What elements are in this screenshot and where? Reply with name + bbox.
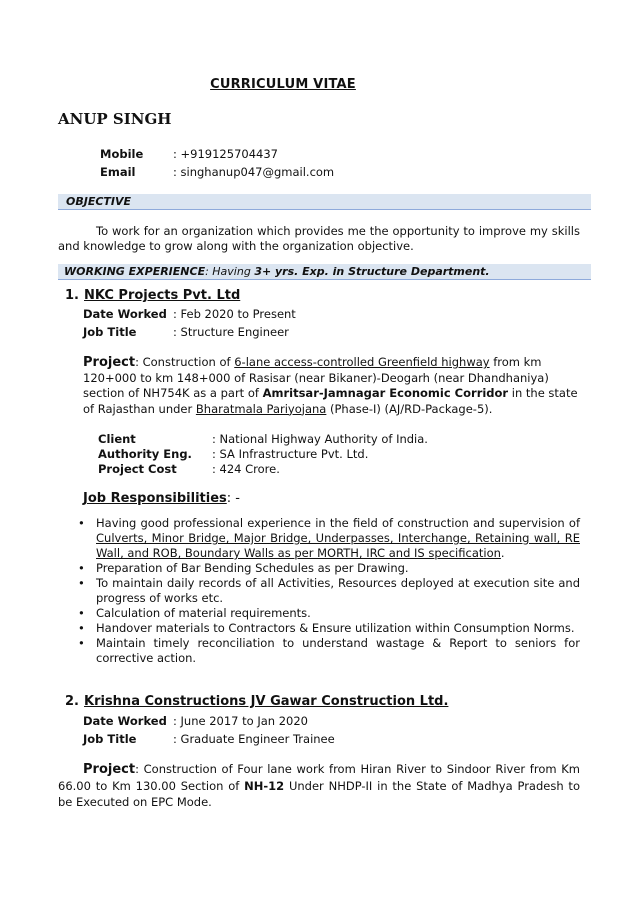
job1-project-bharatmala: Bharatmala Pariyojana <box>195 401 327 416</box>
list-item: • Preparation of Bar Bending Schedules as per Drawing. <box>78 561 580 576</box>
job2-number: 2. <box>65 694 79 709</box>
experience-having: : Having <box>205 265 255 278</box>
mobile-value: : +919125704437 <box>173 147 278 161</box>
job1-date-label: Date Worked <box>83 307 167 321</box>
job1-responsibilities-list <box>78 516 580 666</box>
job1-cost-label: Project Cost <box>98 462 177 476</box>
list-item <box>78 516 580 561</box>
job2-date-label: Date Worked <box>83 714 167 728</box>
job2-project-label: Project <box>83 762 136 777</box>
job1-authority-value: : SA Infrastructure Pvt. Ltd. <box>212 447 369 461</box>
job1-resp-heading-suffix: : - <box>226 491 240 506</box>
job1-project-text-1: : Construction of <box>135 355 235 369</box>
resp1-end: . <box>500 546 505 560</box>
job1-client-value: : National Highway Authority of India. <box>212 432 428 446</box>
experience-heading: WORKING EXPERIENCE <box>64 265 206 278</box>
job1-company: NKC Projects Pvt. Ltd <box>84 288 241 303</box>
job1-title-label: Job Title <box>83 325 137 339</box>
job1-project-text-2: from km 120+000 to km 148+000 of Rasisar (near Bikaner)-Deogarh (near Dhandhaniya) section of NH754K as a part of <box>83 355 549 400</box>
document-title: CURRICULUM VITAE <box>210 77 356 92</box>
job1-date-value: : Feb 2020 to Present <box>173 307 296 321</box>
resp1-underlined: Culverts, Minor Bridge, Major Bridge, Underpasses, Interchange, Retaining wall, RE Wall, and ROB, Boundary Walls as per MORTH, IRC and IS specification <box>96 531 580 560</box>
experience-band <box>58 264 591 280</box>
job1-title-value: : Structure Engineer <box>173 325 289 339</box>
job1-authority-label: Authority Eng. <box>98 447 192 461</box>
job1-project-highway: 6-lane access-controlled Greenfield highway <box>234 355 490 369</box>
job1-number: 1. <box>65 288 79 303</box>
job1-project-label: Project <box>83 355 136 370</box>
job1-project-corridor: Amritsar-Jamnagar Economic Corridor <box>262 386 509 400</box>
job2-project-text-2: Under NHDP-II in the State of Madhya Pradesh to be Executed on EPC Mode. <box>58 779 580 809</box>
job2-title-value: : Graduate Engineer Trainee <box>173 732 335 746</box>
job1-project <box>83 355 580 417</box>
job2-date-value: : June 2017 to Jan 2020 <box>173 714 309 728</box>
job1-client-label: Client <box>98 432 136 446</box>
objective-heading: OBJECTIVE <box>66 195 132 208</box>
job1-project-text-4: (Phase-I) (AJ/RD-Package-5). <box>326 401 493 416</box>
job2-project-text-1: : Construction of Four lane work from Hiran River to Sindoor River from Km 66.00 to Km 130.00 Section of <box>58 762 580 793</box>
candidate-name: ANUP SINGH <box>58 110 172 128</box>
job2-company: Krishna Constructions JV Gawar Construction Ltd. <box>84 694 449 709</box>
list-item: • Handover materials to Contractors & Ensure utilization within Consumption Norms. <box>78 621 580 636</box>
experience-heading-line <box>64 265 490 278</box>
objective-text: To work for an organization which provides me the opportunity to improve my skills and knowledge to grow along with the organization objective. <box>58 224 580 253</box>
mobile-label: Mobile <box>100 147 144 161</box>
email-value: : singhanup047@gmail.com <box>173 165 335 179</box>
job1-project-text-3: in the state of Rajasthan under <box>83 386 578 416</box>
job1-cost-value: : 424 Crore. <box>212 462 280 476</box>
job2-project <box>58 761 580 810</box>
job1-responsibilities-heading <box>83 491 240 506</box>
experience-years: 3+ yrs. Exp. in Structure Department. <box>254 265 490 278</box>
objective-band <box>58 194 591 210</box>
list-item: • To maintain daily records of all Activities, Resources deployed at execution site and progress of works etc. <box>78 576 580 606</box>
list-item: • Calculation of material requirements. <box>78 606 580 621</box>
job2-title-label: Job Title <box>83 732 137 746</box>
job2-project-nh12: NH-12 <box>244 779 285 793</box>
email-label: Email <box>100 165 136 179</box>
resp1-text: Having good professional experience in the field of construction and supervision of <box>96 516 580 530</box>
list-item: • Maintain timely reconciliation to understand wastage & Report to seniors for corrective action. <box>78 636 580 666</box>
job1-resp-heading-text: Job Responsibilities <box>83 491 227 506</box>
